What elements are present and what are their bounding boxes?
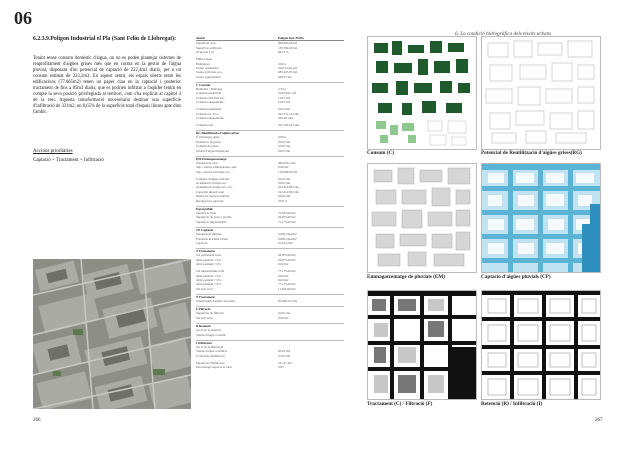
table-cell-label: Volum d'aigua a retenir [196, 332, 226, 337]
table-cell-label: Ocupació (%) [196, 50, 214, 55]
table-cell-label: Superfície total [196, 41, 216, 46]
table-cell-label: Reducció captació pluvial [196, 194, 230, 199]
table-cell-value: 222.412,80 l/dia [278, 185, 299, 190]
table-cell-label: Acumulació d'aigua act. eco. [196, 185, 233, 190]
table-cell-label: Sòl prat verd [196, 286, 213, 291]
table-cell-value: 0,00 m2 [278, 273, 289, 278]
table-row [196, 116, 344, 120]
table-row [196, 299, 344, 303]
table-cell-value: 135.089,00 m2 [278, 169, 298, 174]
table-cell-value: 0,00 l/dia [278, 176, 291, 181]
table-cell-label: Habitatges [196, 61, 210, 66]
table-row [196, 75, 344, 79]
table-cell-value: 85,03 m3 [278, 349, 291, 354]
table-cell-label: Superfície vials [196, 211, 216, 216]
table-cell-value: 0,00 l/dia [278, 311, 291, 316]
map-caption-consum: Consum (C) [367, 150, 394, 156]
table-row [196, 241, 344, 245]
table-cell-label: Àmb pendent < 6% [196, 273, 221, 278]
table-cell-label: Acumulació d'aigua res. [196, 181, 227, 186]
table-cell-value: 322.312,19 l/dia [278, 111, 299, 116]
map-caption-retencio: Retenció (R) / Infiltració (I) [481, 401, 543, 407]
table-cell-label: T Tractament [196, 248, 215, 253]
table-cell-value: 222.412,80 l/dia [278, 189, 299, 194]
table-cell-label: Producció de grises [196, 139, 221, 144]
table-cell-label: Sup. coberta activitats eco. [196, 169, 231, 174]
table-cell-value: 85.069,52 l/dia [278, 299, 298, 304]
table-cell-label: Superfície de filtració [196, 311, 224, 316]
table-cell-label: nº habitatges aptes [196, 135, 220, 140]
table-cell-value: 322.195,22 l/dia [278, 123, 299, 128]
table-cell-value: 331,21 m2 [278, 360, 292, 365]
table-cell-value: 0,00 l/dia [278, 194, 291, 199]
map-captacio [481, 163, 601, 273]
table-cell-label: Àmb pendent > 6% [196, 262, 221, 267]
map-caption-reutilitzacio: Potencial de Reutilització d'aigües grises(RG) [481, 150, 582, 156]
table-cell-label: EM Emmagatzematge [196, 156, 227, 161]
table-cell-label: Precipitació Punta Ciutat [196, 236, 228, 241]
table-row [196, 354, 344, 358]
table-cell-value: 0,00 l/dia [278, 139, 291, 144]
table-cell-label: Àmb pendent < 6% [196, 257, 221, 262]
table-cell-label: Sol impermeable total [196, 269, 225, 274]
map-retencio-graphic [482, 291, 600, 399]
table-cell-label: Volum mitjà d'aigües tractades [196, 299, 236, 304]
table-cell-label: Espai públic [196, 206, 213, 211]
map-tractament [367, 290, 477, 400]
table-cell-label: Capacitat dipòsit total [196, 189, 224, 194]
table-cell-label: T Tractament [196, 294, 215, 299]
map-tractament-graphic [368, 291, 476, 399]
table-cell-value: 0,00 l/dia [278, 144, 291, 149]
table-cell-label: Percentatge respecte el total [196, 365, 232, 370]
table-cell-value: 26.875,00 m2 [278, 253, 296, 258]
table-cell-label: Superfície de parcs i jardins [196, 215, 232, 220]
table-cell-value: 0,00 % [278, 198, 288, 203]
table-cell-value: 0,00 l/dia [278, 148, 291, 153]
table-header-value: Polígon Ind. El Pla [278, 36, 304, 40]
table-cell-label: Habitants / habitatge [196, 87, 223, 92]
running-head: 6. La condició hidrogràfica dels teixits urbans [455, 31, 552, 37]
table-cell-label: I Infiltració [196, 340, 212, 345]
table-cell-value: 0,00 l/dia [278, 181, 291, 186]
table-cell-value: 0,00 Sostre m2 [278, 65, 298, 70]
table-body [196, 41, 344, 369]
table-cell-label: Superfície edificada [196, 45, 222, 50]
table-cell-label: n/a al de la infiltració [196, 344, 224, 349]
table-header-label: Àmbit [196, 36, 205, 40]
map-caption-captacio: Captació d'aigües pluvials (CP) [481, 274, 551, 280]
table-cell-label: Sostre equipaments [196, 74, 221, 79]
table-cell-value [278, 333, 338, 337]
table-row [196, 100, 344, 104]
table-cell-label: Superfície d'infiltració [196, 360, 225, 365]
body-text: Tenint sense consum domèstic d'aigua, on no es poden plantejar sistemes de reaprofitament d'aigües grises més que en contra en la gestió de l'aigua pluvial, disposant d'un potencial de captació de 222,4m3 diaris, per a un consum estimat de 322,2m3. En aquest sentit, els espais oberts entre les edificacions (77.665m2) tenen un paper clau en la captació i posterior tractament de fins a 85m3 diaris, que es podrien infiltrar a l'aqüífer tenint en compte la seva posició privilegiada al territori, com s'ha explicat al capítol 4 de la tesi. Aquesta transformació necessitaria destinar una superfície d'infiltració de 331m2, un 0,65% de la superfície total d'espais lliures apte dins l'àmbit. [33, 56, 181, 115]
table-row [196, 333, 344, 337]
table-cell-label: Àmb pendent > 6% [196, 277, 221, 282]
table-row [196, 262, 344, 266]
table-cell-label: Sostre residencial [196, 65, 219, 70]
table-cell-value: 77.175,00 m2 [278, 219, 296, 224]
table-cell-value: 77.175,00 m2 [278, 269, 296, 274]
table-cell-label: Sol permeable total [196, 253, 221, 258]
table-cell-value: 956,20 l/dia [278, 116, 294, 121]
table-cell-value: 0,65 [278, 365, 284, 370]
table-cell-label: Consum residencial [196, 107, 222, 112]
table-cell-value: 0,00 m2 [278, 165, 289, 170]
table-row [196, 170, 344, 174]
table-cell-label: Edificacions [196, 57, 212, 62]
table-cell-value: 26.875,00 m2 [278, 257, 296, 262]
actions-title: Accions prioritàries [33, 149, 73, 154]
table-cell-value: 75.825,00 m2 [278, 211, 296, 216]
table-cell-value: 61.914,720 [278, 240, 293, 245]
map-reutilitzacio [481, 36, 601, 150]
table-cell-value: 84,13 % [278, 50, 289, 55]
table-cell-value: 499.000,1 m2 [278, 160, 296, 165]
table-cell-value: 0,00 l/dia [278, 107, 291, 112]
table-cell-value: 928,37 m2 [278, 74, 292, 79]
table-cell-value: 499.000,00 m2 [278, 41, 298, 46]
actions-line: Captació + Tractament + Infiltració [33, 158, 104, 163]
table-cell-label: Cobertes d'aigües pluvials [196, 176, 230, 181]
map-retencio [481, 290, 601, 400]
table-cell-value: 0,00 m2 [278, 277, 289, 282]
table-cell-label: Coeficient d'infiltració [196, 353, 225, 358]
aerial-photo [33, 259, 191, 409]
table-cell-value: 0,00 u [278, 135, 286, 140]
table-cell-value: 1,00 l/m2 [278, 95, 291, 100]
table-cell-label: Consum total [196, 123, 214, 128]
page-number-right: 267 [595, 418, 603, 423]
table-cell-label: Estalvi d'aigua mitjançant [196, 148, 229, 153]
map-emmagatzematge-graphic [368, 164, 476, 272]
table-cell-label: Captació [196, 240, 208, 245]
chapter-number: 06 [14, 8, 32, 28]
table-row [196, 220, 344, 224]
table-cell-label: Volum d'aigua a infiltrar [196, 349, 228, 354]
table-cell-label: F Filtració [196, 307, 211, 312]
table-cell-value: 26.875,00 m2 [278, 215, 296, 220]
table-cell-value: 11.625,00 m2 [278, 286, 296, 291]
table-cell-value: 0,600 l/dia/m2 [278, 232, 297, 237]
table-cell-value: 135.789,00 m2 [278, 45, 298, 50]
table-cell-label: Consum activitats eco. [196, 95, 225, 100]
table-row [196, 316, 344, 320]
table-cell-value: 683.225,85 m2 [278, 70, 298, 75]
table-cell-value: 2,55 u [278, 87, 286, 92]
map-reutilitzacio-graphic [482, 37, 600, 149]
table-cell-label: n/a al de la retenció [196, 328, 221, 333]
table-cell-label: Consum residencial [196, 91, 222, 96]
table-cell-value: 0,00 l/hab. dia [278, 91, 297, 96]
data-table [196, 36, 344, 370]
table-cell-value: 2,00 l/m2 [278, 100, 291, 105]
map-consum-graphic [368, 37, 476, 149]
table-cell-label: Sòl pati verd [196, 315, 213, 320]
table-cell-value: 0,00 u [278, 61, 286, 66]
table-row [196, 287, 344, 291]
table-cell-value: 77.175,00 m2 [278, 282, 296, 287]
table-row [196, 123, 344, 127]
table-row [196, 199, 344, 203]
table-cell-label: R Retenció [196, 323, 211, 328]
section-heading: 6.2.3.9.Polígon Industrial el Pla (Sant Feliu de Llobregat): [33, 36, 177, 42]
map-consum [367, 36, 477, 150]
table-cell-label: RG Reutilització d'aigües grises [196, 131, 240, 135]
table-cell-label: Consum equipaments [196, 116, 224, 121]
map-captacio-graphic [482, 164, 600, 272]
table-cell-label: Consum equipaments [196, 100, 224, 105]
table-row [196, 365, 344, 369]
table-cell-label: Sostre activitats eco. [196, 70, 223, 75]
table-cell-label: Consum act. Eco. [196, 111, 219, 116]
table-cell-label: Superfície impermeable [196, 219, 227, 224]
table-cell-label: Precipitació mitjana [196, 232, 222, 237]
table-row [196, 149, 344, 153]
table-cell-label: Consum de grises [196, 144, 219, 149]
table-cell-value: 0,00 m2 [278, 315, 289, 320]
table-cell-value: 0,00 m2 [278, 262, 289, 267]
map-emmagatzematge [367, 163, 477, 273]
table-cell-label: Sup. coberta emmagatzem. apte [196, 165, 237, 170]
table-row [196, 50, 344, 54]
map-caption-tractament: Tractament (C) / Filtració (F) [367, 401, 433, 407]
table-cell-value: 0,800 l/dia/m2 [278, 236, 297, 241]
table-cell-label: CP Captació [196, 227, 214, 232]
page-number-left: 266 [33, 418, 41, 423]
table-cell-label: Àmb pendent < 6% [196, 282, 221, 287]
table-cell-value: 0,26 l/dia [278, 353, 291, 358]
table-cell-label: Recuperació captació [196, 198, 224, 203]
map-caption-emmagatzematge: Emmagatzematge de pluvials (EM) [367, 274, 445, 280]
table-cell-label: Precipitació total [196, 160, 218, 165]
table-cell-label: C Consum [196, 82, 211, 87]
